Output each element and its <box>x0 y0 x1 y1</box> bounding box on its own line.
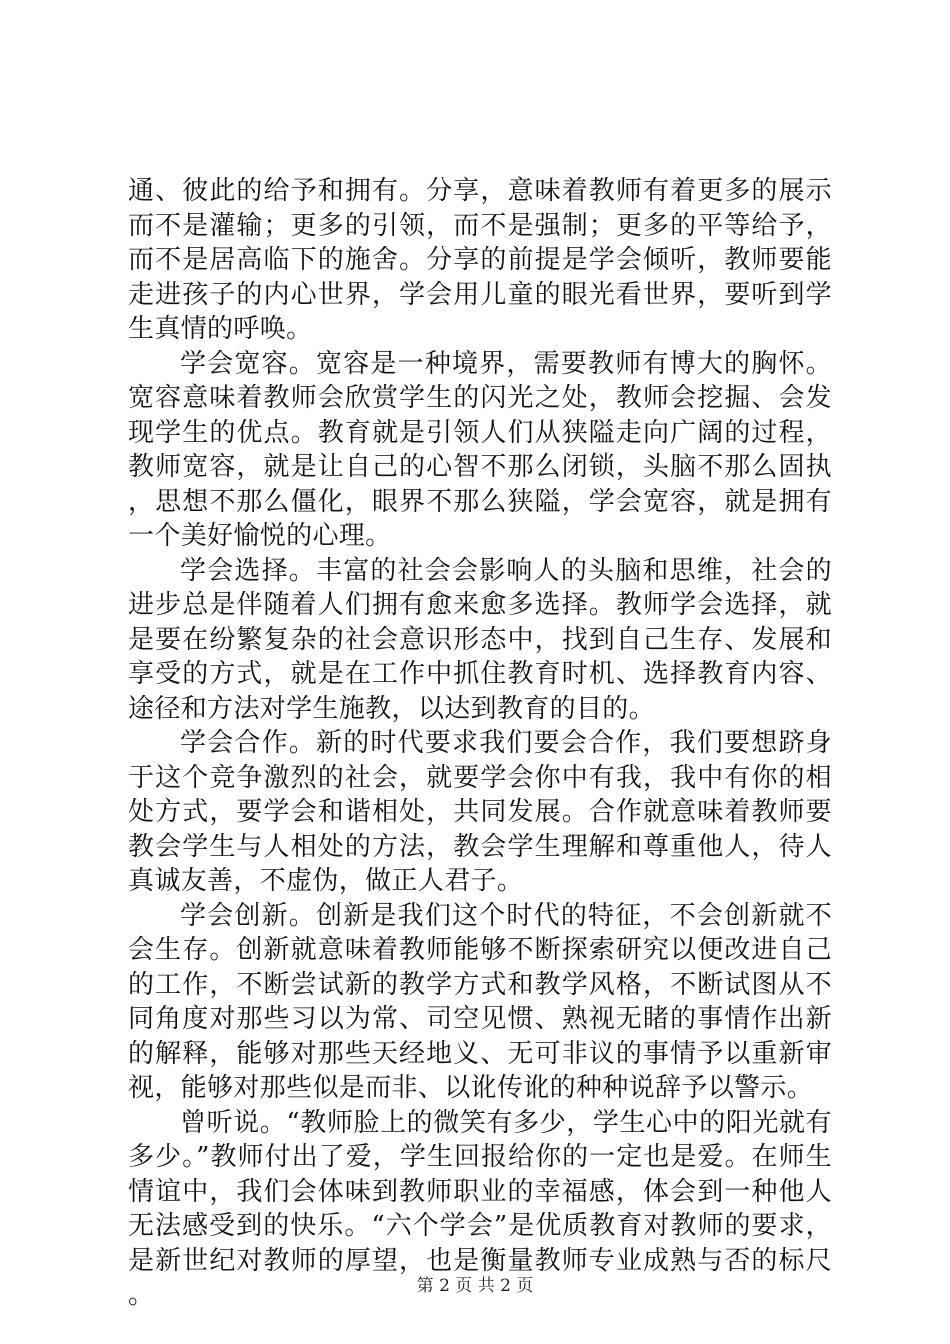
paragraph-choice: 学会选择。丰富的社会会影响人的头脑和思维，社会的进步总是伴随着人们拥有愈来愈多选择。教师学会选择，就是要在纷繁复杂的社会意识形态中，找到自己生存、发展和享受的方式，就是在工作中抓住教育时机、选择教育内容、途径和方法对学生施教，以达到教育的目的。 <box>128 555 832 724</box>
paragraph-tolerance: 学会宽容。宽容是一种境界，需要教师有博大的胸怀。宽容意味着教师会欣赏学生的闪光之处，教师会挖掘、会发现学生的优点。教育就是引领人们从狭隘走向广阔的过程，教师宽容，就是让自己的心智不那么闭锁，头脑不那么固执，思想不那么僵化，眼界不那么狭隘，学会宽容，就是拥有一个美好愉悦的心理。 <box>128 348 832 551</box>
paragraph-innovation: 学会创新。创新是我们这个时代的特征，不会创新就不会生存。创新就意味着教师能够不断探索研究以便改进自己的工作，不断尝试新的教学方式和教学风格，不断试图从不同角度对那些习以为常、司空见惯、熟视无睹的事情作出新的解释，能够对那些天经地义、无可非议的事情予以重新审视，能够对那些似是而非、以讹传讹的种种说辞予以警示。 <box>128 900 832 1103</box>
page-number-footer: 第 2 页 共 2 页 <box>416 1276 534 1296</box>
paragraph-conclusion: 曾听说。“教师脸上的微笑有多少，学生心中的阳光就有多少。”教师付出了爱，学生回报给你的一定也是爱。在师生情谊中，我们会体味到教师职业的幸福感，体会到一种他人无法感受到的快乐。“六个学会”是优质教育对教师的要求，是新世纪对教师的厚望，也是衡量教师专业成熟与否的标尺。 <box>128 1107 832 1310</box>
paragraph-sharing-continued: 通、彼此的给予和拥有。分享，意味着教师有着更多的展示而不是灌输；更多的引领，而不是强制；更多的平等给予，而不是居高临下的施舍。分享的前提是学会倾听，教师要能走进孩子的内心世界，学会用儿童的眼光看世界，要听到学生真情的呼唤。 <box>128 176 832 344</box>
document-body <box>128 174 832 1313</box>
paragraph-cooperation: 学会合作。新的时代要求我们要会合作，我们要想跻身于这个竞争激烈的社会，就要学会你中有我，我中有你的相处方式，要学会和谐相处，共同发展。合作就意味着教师要教会学生与人相处的方法，教会学生理解和尊重他人，待人真诚友善，不虚伪，做正人君子。 <box>128 728 832 896</box>
